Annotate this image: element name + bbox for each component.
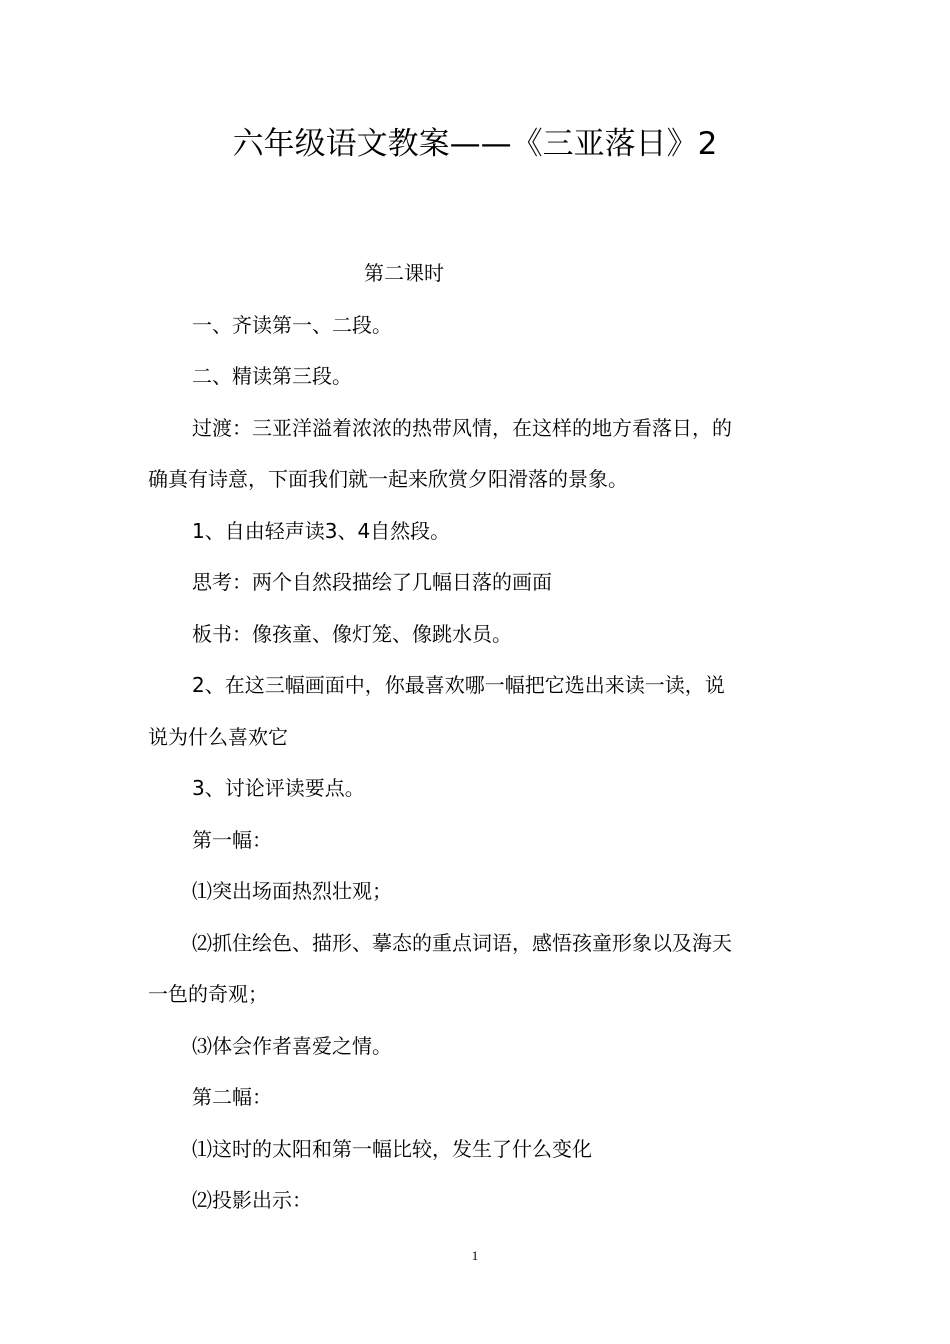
- paragraph-line: 思考：两个自然段描绘了几幅日落的画面: [192, 570, 552, 594]
- paragraph-line: 第二幅：: [192, 1085, 272, 1109]
- paragraph-line: 确真有诗意，下面我们就一起来欣赏夕阳滑落的景象。: [148, 467, 628, 491]
- document-title: 六年级语文教案——《三亚落日》2: [232, 126, 718, 162]
- paragraph-line: 一、齐读第一、二段。: [192, 312, 392, 337]
- paragraph-line: 一色的奇观；: [148, 982, 268, 1006]
- lesson-heading: 第二课时: [364, 261, 444, 285]
- paragraph-line: ⑵抓住绘色、描形、摹态的重点词语，感悟孩童形象以及海天: [192, 930, 732, 955]
- paragraph-line: 板书：像孩童、像灯笼、像跳水员。: [192, 621, 512, 646]
- paragraph-line: 2、在这三幅画面中，你最喜欢哪一幅把它选出来读一读，说: [192, 673, 725, 697]
- paragraph-line: 过渡：三亚洋溢着浓浓的热带风情，在这样的地方看落日，的: [192, 415, 732, 440]
- paragraph-line: ⑶体会作者喜爱之情。: [192, 1033, 392, 1058]
- paragraph-line: 二、精读第三段。: [192, 364, 352, 388]
- paragraph-line: ⑴这时的太阳和第一幅比较，发生了什么变化: [192, 1136, 592, 1161]
- paragraph-line: ⑵投影出示：: [192, 1188, 312, 1212]
- paragraph-line: 第一幅：: [192, 827, 272, 852]
- paragraph-line: 1、自由轻声读3、4自然段。: [192, 518, 451, 543]
- paragraph-line: 说为什么喜欢它: [148, 724, 288, 749]
- paragraph-line: 3、讨论评读要点。: [192, 776, 365, 800]
- paragraph-line: ⑴突出场面热烈壮观；: [192, 879, 392, 903]
- page-number: 1: [471, 1248, 479, 1263]
- document-body: [148, 248, 808, 1227]
